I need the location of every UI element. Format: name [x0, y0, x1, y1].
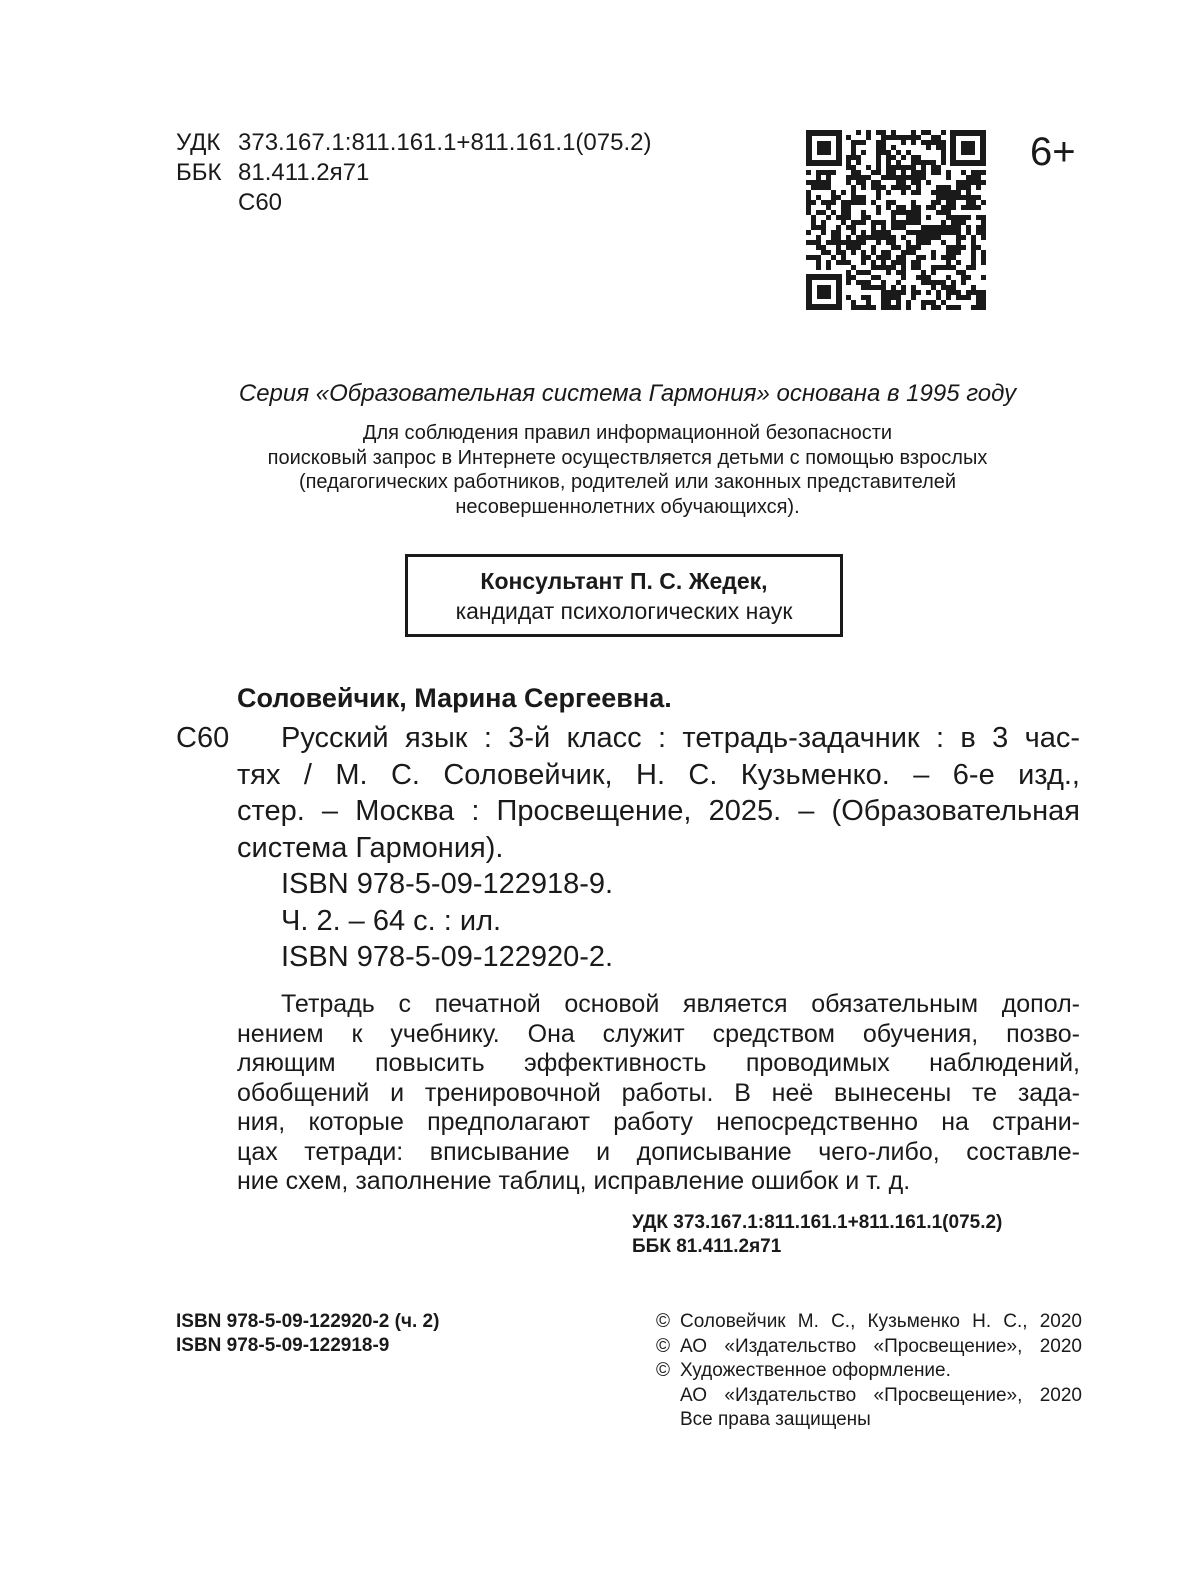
description-line: тях / М. С. Соловейчик, Н. С. Кузьменко. – 6-е изд.,	[237, 758, 1080, 791]
author-code-row	[176, 188, 282, 218]
bbk-label: ББК	[176, 159, 222, 186]
annotation-line: ния, которые предполагают работу непосредственно на страни-	[237, 1108, 1080, 1136]
annotation-line: ние схем, заполнение таблиц, исправление ошибок и т. д.	[237, 1167, 911, 1195]
copyright-icon: ©	[656, 1311, 670, 1332]
description-line: система Гармония).	[237, 831, 504, 864]
bbk-value: 81.411.2я71	[238, 159, 370, 186]
isbn-full: ISBN 978-5-09-122918-9.	[281, 868, 614, 900]
bibliographic-description	[237, 720, 1080, 976]
copyright-line: Соловейчик М. С., Кузьменко Н. С., 2020	[680, 1311, 1082, 1332]
safety-notice-line: (педагогических работников, родителей или законных представителей	[298, 471, 957, 493]
annotation-line: ляющим повысить эффективность проводимых наблюдений,	[237, 1049, 1080, 1077]
annotation-line: Тетрадь с печатной основой является обязательным допол-	[281, 990, 1080, 1018]
author-code: С60	[238, 189, 283, 216]
annotation-line: нением к учебнику. Она служит средством обучения, позво-	[237, 1019, 1080, 1048]
copyright-icon: ©	[656, 1360, 670, 1381]
annotation	[237, 990, 1080, 1197]
index-udk: УДК 373.167.1:811.161.1+811.161.1(075.2)	[632, 1212, 1003, 1233]
copyright-line: АО «Издательство «Просвещение», 2020	[680, 1335, 1082, 1357]
isbn-part: ISBN 978-5-09-122920-2.	[281, 941, 614, 973]
annotation-line: цах тетради: вписывание и дописывание чего-либо, составле-	[237, 1137, 1080, 1166]
part-info: Ч. 2. – 64 с. : ил.	[281, 904, 502, 937]
safety-notice-line: несовершеннолетних обучающихся).	[455, 495, 800, 518]
age-rating: 6+	[1030, 130, 1076, 174]
index-footer	[632, 1211, 1002, 1259]
author-heading: Соловейчик, Марина Сергеевна.	[237, 683, 672, 713]
isbn-line: ISBN 978-5-09-122920-2 (ч. 2)	[176, 1311, 440, 1332]
qr-code-icon	[806, 130, 986, 310]
annotation-line: обобщений и тренировочной работы. В неё вынесены те зада-	[237, 1078, 1080, 1107]
udk-label: УДК	[176, 129, 221, 156]
description-line: Русский язык : 3-й класс : тетрадь-задачник : в 3 час-	[281, 722, 1080, 754]
bibliographic-code: С60	[176, 722, 230, 754]
bbk-row	[176, 158, 369, 188]
copyright-line: Все права защищены	[680, 1409, 871, 1430]
series-note: Серия «Образовательная система Гармония» основана в 1995 году	[238, 380, 1017, 407]
consultant-box	[405, 554, 843, 637]
safety-notice-line: Для соблюдения правил информационной безопасности	[362, 422, 893, 444]
description-line: стер. – Москва : Просвещение, 2025. – (Образовательная	[237, 795, 1080, 827]
consultant-degree: кандидат психологических наук	[455, 598, 793, 624]
safety-notice	[0, 421, 1200, 519]
copyright-icon: ©	[656, 1335, 670, 1357]
safety-notice-line: поисковый запрос в Интернете осуществляется детьми с помощью взрослых	[267, 446, 988, 469]
isbn-line: ISBN 978-5-09-122918-9	[176, 1335, 390, 1356]
copyright-line: Художественное оформление.	[680, 1360, 951, 1381]
isbn-block	[176, 1310, 439, 1358]
consultant-name: Консультант П. С. Жедек,	[480, 568, 768, 594]
index-bbk: ББК 81.411.2я71	[632, 1236, 782, 1257]
udk-row	[176, 128, 651, 158]
copyright-line: АО «Издательство «Просвещение», 2020	[680, 1384, 1082, 1406]
copyright-block	[656, 1310, 1082, 1433]
udk-value: 373.167.1:811.161.1+811.161.1(075.2)	[238, 129, 652, 156]
